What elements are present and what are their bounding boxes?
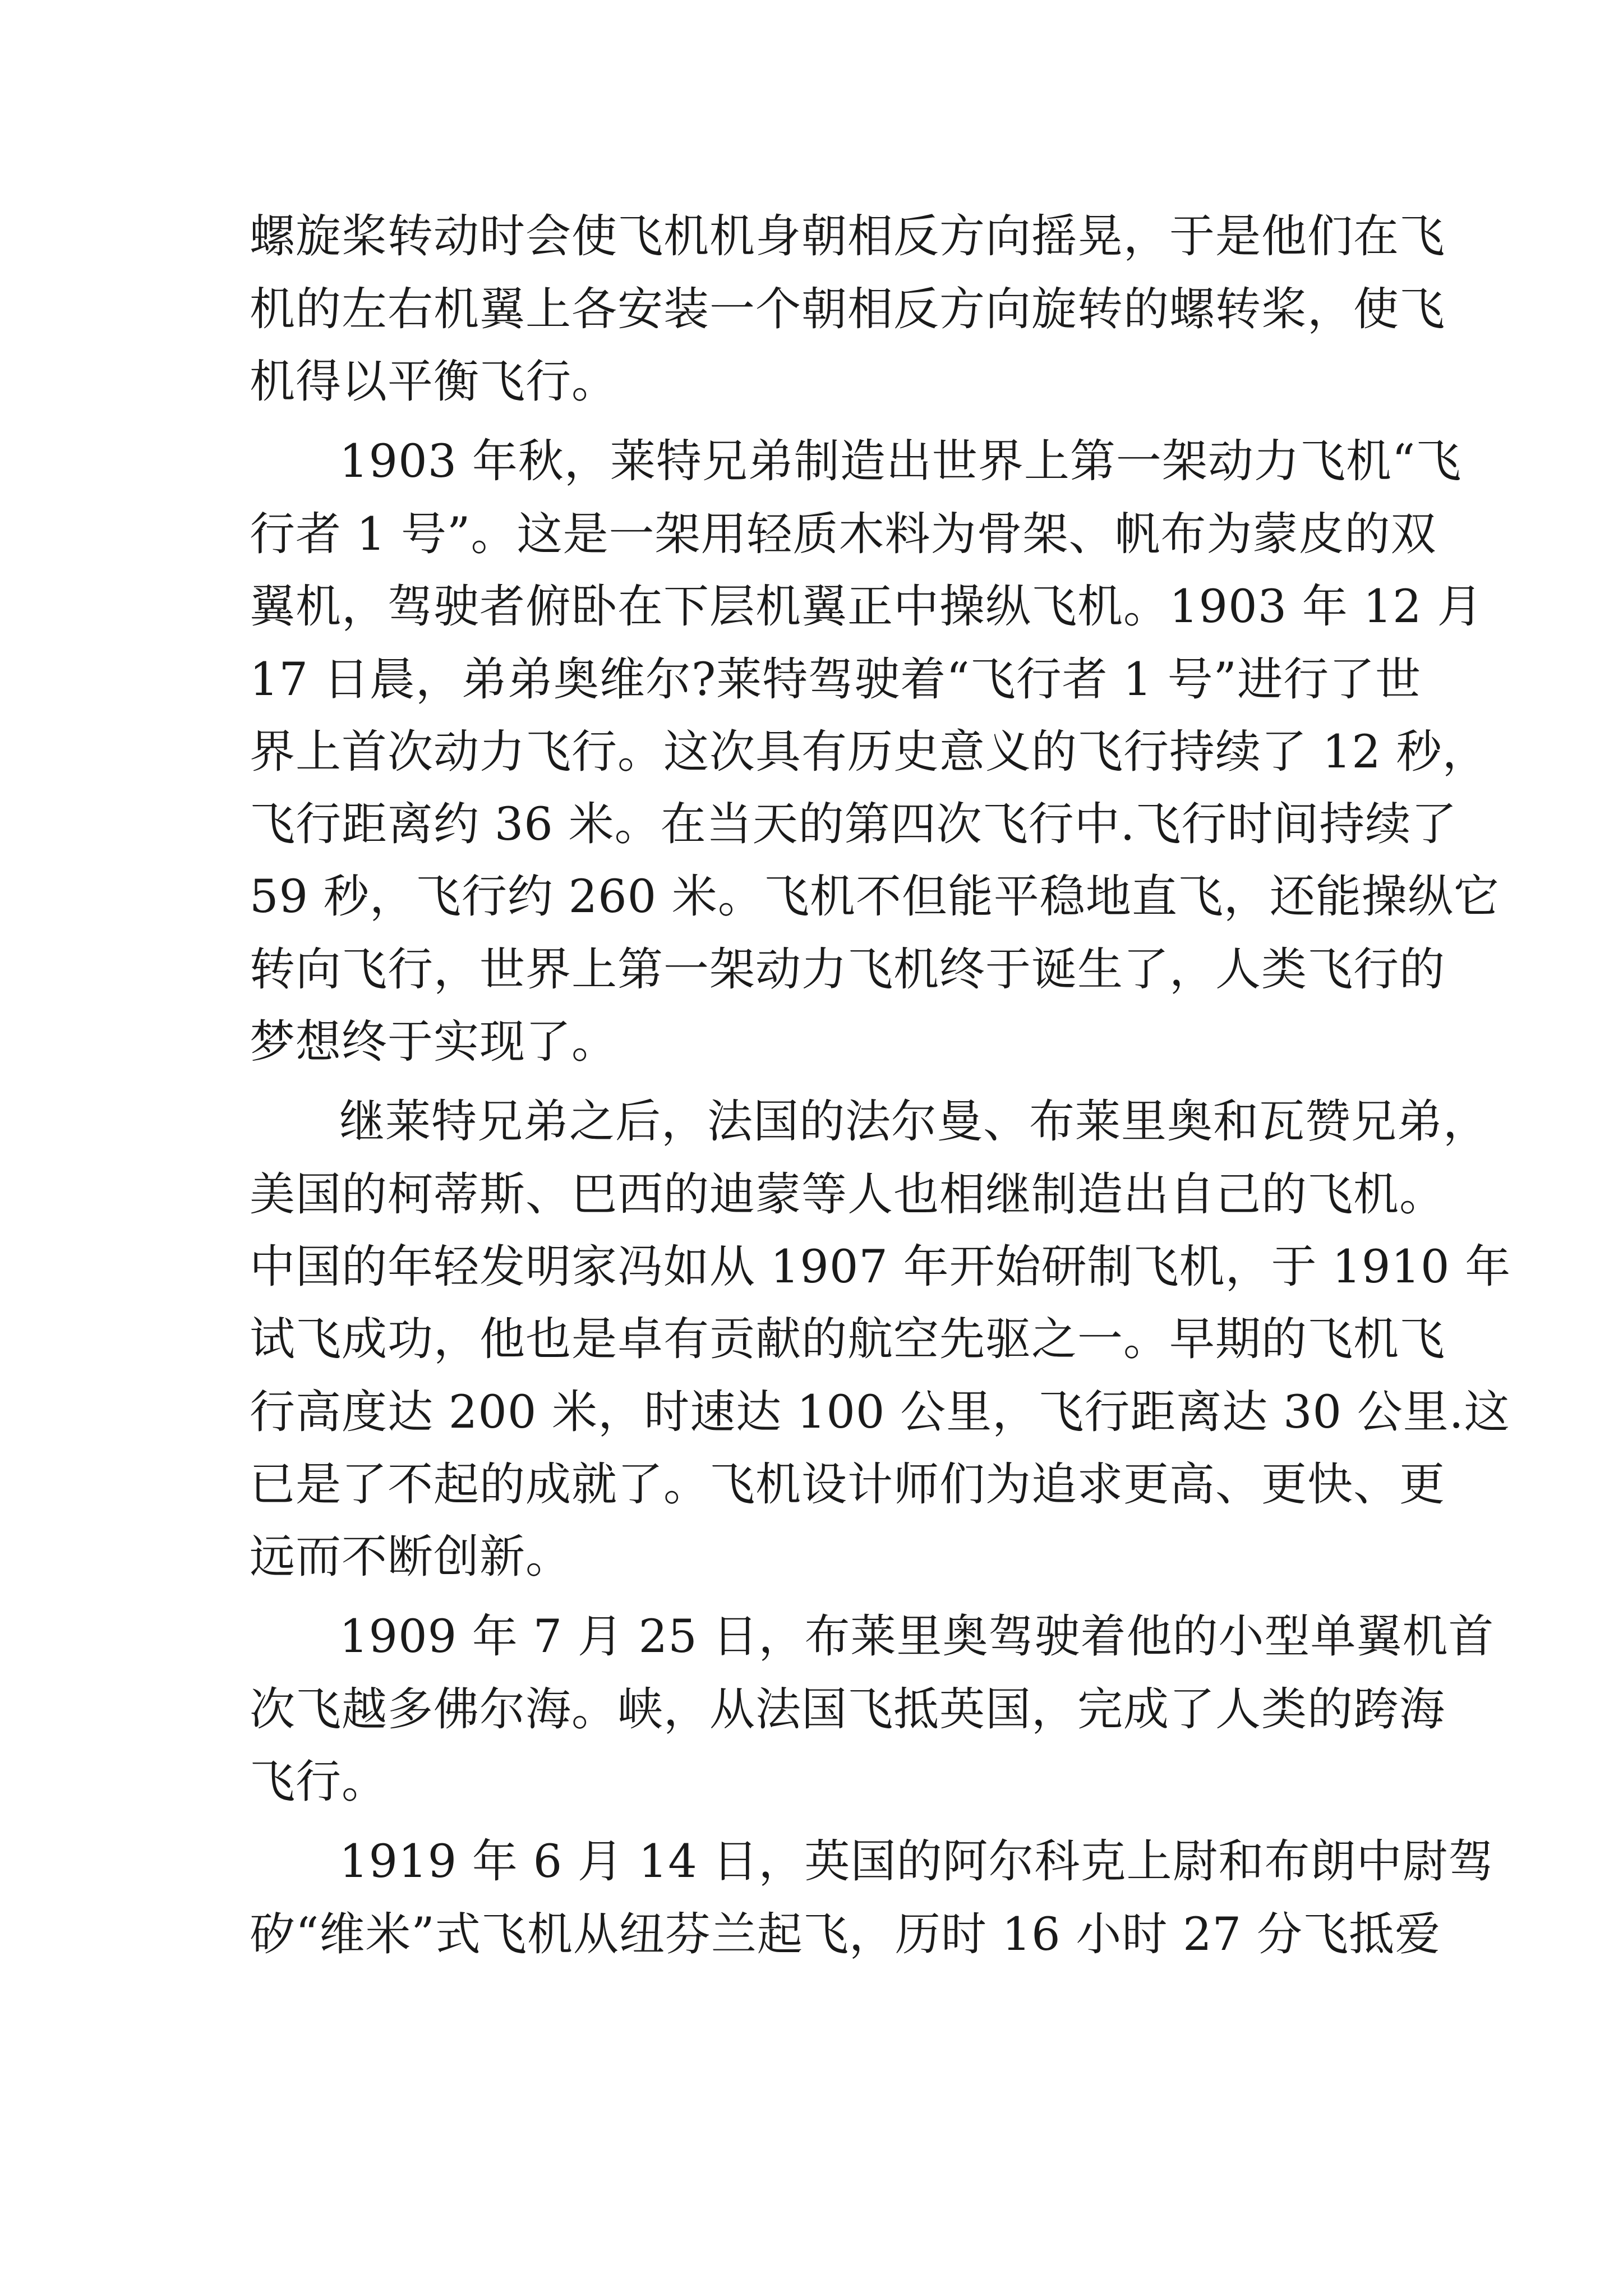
- text-line: 飞行。: [250, 1756, 388, 1809]
- text-line: 1909 年 7 月 25 日，布莱里奥驾驶着他的小型单翼机首: [339, 1611, 1495, 1663]
- text-line: 59 秒，飞行约 260 米。飞机不但能平稳地直飞，还能操纵它: [250, 871, 1500, 923]
- text-line: 转向飞行，世界上第一架动力飞机终于诞生了，人类飞行的: [250, 944, 1446, 996]
- text-line: 行者 1 号”。这是一架用轻质木料为骨架、帆布为蒙皮的双: [250, 508, 1437, 561]
- text-line: 17 日晨，弟弟奥维尔?莱特驾驶着“飞行者 1 号”进行了世: [250, 654, 1422, 706]
- text-line: 机得以平衡飞行。: [250, 356, 618, 408]
- text-line: 螺旋桨转动时会使飞机机身朝相反方向摇晃，于是他们在飞: [250, 210, 1446, 263]
- text-line: 机的左右机翼上各安装一个朝相反方向旋转的螺转桨，使飞: [250, 283, 1446, 336]
- text-line: 远而不断创新。: [250, 1531, 572, 1584]
- text-line: 梦想终于实现了。: [250, 1016, 618, 1069]
- text-line: 矽“维米”式飞机从纽芬兰起飞，历时 16 小时 27 分飞抵爱: [250, 1908, 1441, 1961]
- text-line: 1903 年秋，莱特兄弟制造出世界上第一架动力飞机“飞: [339, 435, 1462, 488]
- text-line: 翼机，驾驶者俯卧在下层机翼正中操纵飞机。1903 年 12 月: [250, 581, 1483, 633]
- text-line: 1919 年 6 月 14 日，英国的阿尔科克上尉和布朗中尉驾: [339, 1835, 1495, 1888]
- text-line: 飞行距离约 36 米。在当天的第四次飞行中.飞行时间持续了: [250, 798, 1458, 851]
- text-line: 行高度达 200 米，时速达 100 公里，飞行距离达 30 公里.这: [250, 1386, 1510, 1439]
- text-line: 试飞成功，他也是卓有贡献的航空先驱之一。早期的飞机飞: [250, 1313, 1446, 1366]
- text-line: 界上首次动力飞行。这次具有历史意义的飞行持续了 12 秒，: [250, 726, 1488, 779]
- text-line: 美国的柯蒂斯、巴西的迪蒙等人也相继制造出自己的飞机。: [250, 1168, 1446, 1221]
- text-line: 次飞越多佛尔海。峡，从法国飞抵英国，完成了人类的跨海: [250, 1683, 1446, 1736]
- text-line: 已是了不起的成就了。飞机设计师们为追求更高、更快、更: [250, 1458, 1446, 1511]
- text-line: 中国的年轻发明家冯如从 1907 年开始研制飞机，于 1910 年: [250, 1241, 1511, 1294]
- text-line: 继莱特兄弟之后，法国的法尔曼、布莱里奥和瓦赞兄弟，: [339, 1096, 1490, 1148]
